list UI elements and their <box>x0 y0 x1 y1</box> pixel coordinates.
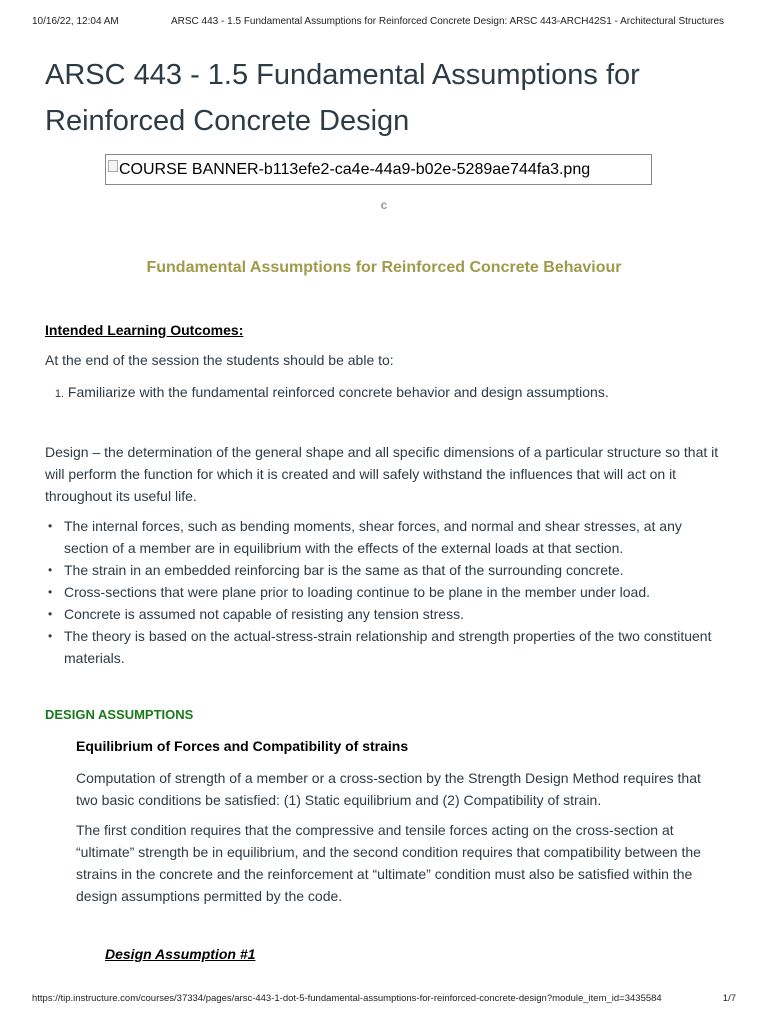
design-definition <box>45 441 735 507</box>
paragraph-line: strains in the concrete and the reinforcement at “ultimate” condition must also be satisfied within the <box>76 866 693 882</box>
bullet-text: The strain in an embedded reinforcing bar is the same as that of the surrounding concrete. <box>64 562 624 578</box>
list-item <box>45 581 735 603</box>
print-page-number: 1/7 <box>722 993 736 1004</box>
list-item <box>45 384 725 400</box>
list-item <box>45 603 735 625</box>
print-date: 10/16/22, 12:04 AM <box>32 16 119 27</box>
paragraph-line: The first condition requires that the compressive and tensile forces acting on the cross-section at <box>76 822 674 838</box>
design-definition-line1: Design – the determination of the general shape and all specific dimensions of a particular structure so that it <box>45 444 719 460</box>
list-item <box>45 559 735 581</box>
list-item <box>45 515 735 559</box>
center-letter: c <box>380 198 388 212</box>
assumption-bullets <box>45 515 735 669</box>
design-assumptions-heading: DESIGN ASSUMPTIONS <box>45 707 194 722</box>
conditions-paragraph <box>76 819 726 907</box>
learning-outcomes-list <box>45 384 725 400</box>
course-banner-image <box>105 154 652 185</box>
bullet-text: Concrete is assumed not capable of resisting any tension stress. <box>64 606 464 622</box>
page-title <box>45 52 735 144</box>
bullet-icon: • <box>48 563 53 577</box>
section-subtitle: Fundamental Assumptions for Reinforced Concrete Behaviour <box>146 259 622 276</box>
strength-design-paragraph <box>76 767 726 811</box>
design-assumption-1-heading: Design Assumption #1 <box>105 946 256 962</box>
equilibrium-subheading: Equilibrium of Forces and Compatibility of strains <box>76 738 409 754</box>
bullet-icon: • <box>48 629 53 643</box>
design-definition-line3: throughout its useful life. <box>45 488 197 504</box>
banner-alt-text: COURSE BANNER-b113efe2-ca4e-44a9-b02e-5289ae744fa3.png <box>119 160 591 178</box>
bullet-text: The theory is based on the actual-stress-strain relationship and strength properties of the two constituent <box>64 628 712 644</box>
bullet-icon: • <box>48 519 53 533</box>
bullet-icon: • <box>48 585 53 599</box>
bullet-text-cont: section of a member are in equilibrium with the effects of the external loads at that section. <box>64 540 624 556</box>
paragraph-line: two basic conditions be satisfied: (1) Static equilibrium and (2) Compatibility of strain. <box>76 792 602 808</box>
bullet-text: The internal forces, such as bending moments, shear forces, and normal and shear stresses, at any <box>64 518 682 534</box>
bullet-text: Cross-sections that were plane prior to loading continue to be plane in the member under load. <box>64 584 651 600</box>
learning-outcomes-heading: Intended Learning Outcomes: <box>45 322 244 338</box>
paragraph-line: design assumptions permitted by the code. <box>76 888 343 904</box>
learning-outcomes-intro: At the end of the session the students should be able to: <box>45 352 394 368</box>
page-title-line2: Reinforced Concrete Design <box>45 105 410 137</box>
list-item <box>45 625 735 669</box>
print-url: https://tip.instructure.com/courses/37334/pages/arsc-443-1-dot-5-fundamental-assumptions-for-reinforced-concrete-design?module_item_id=3435584 <box>32 993 662 1004</box>
broken-image-icon <box>108 160 118 172</box>
paragraph-line: Computation of strength of a member or a cross-section by the Strength Design Method requires that <box>76 770 701 786</box>
bullet-text-cont: materials. <box>64 650 125 666</box>
print-page-title: ARSC 443 - 1.5 Fundamental Assumptions for Reinforced Concrete Design: ARSC 443-ARCH42S1 - Architectural Structures <box>171 16 725 27</box>
list-item-text: Familiarize with the fundamental reinforced concrete behavior and design assumptions. <box>67 384 609 400</box>
paragraph-line: “ultimate” strength be in equilibrium, and the second condition requires that compatibility between the <box>76 844 701 860</box>
list-item-number: 1. <box>54 388 64 400</box>
page-title-line1: ARSC 443 - 1.5 Fundamental Assumptions for <box>45 59 640 91</box>
bullet-icon: • <box>48 607 53 621</box>
design-definition-line2: will perform the function for which it is created and will safely withstand the influences that will act on it <box>45 466 677 482</box>
